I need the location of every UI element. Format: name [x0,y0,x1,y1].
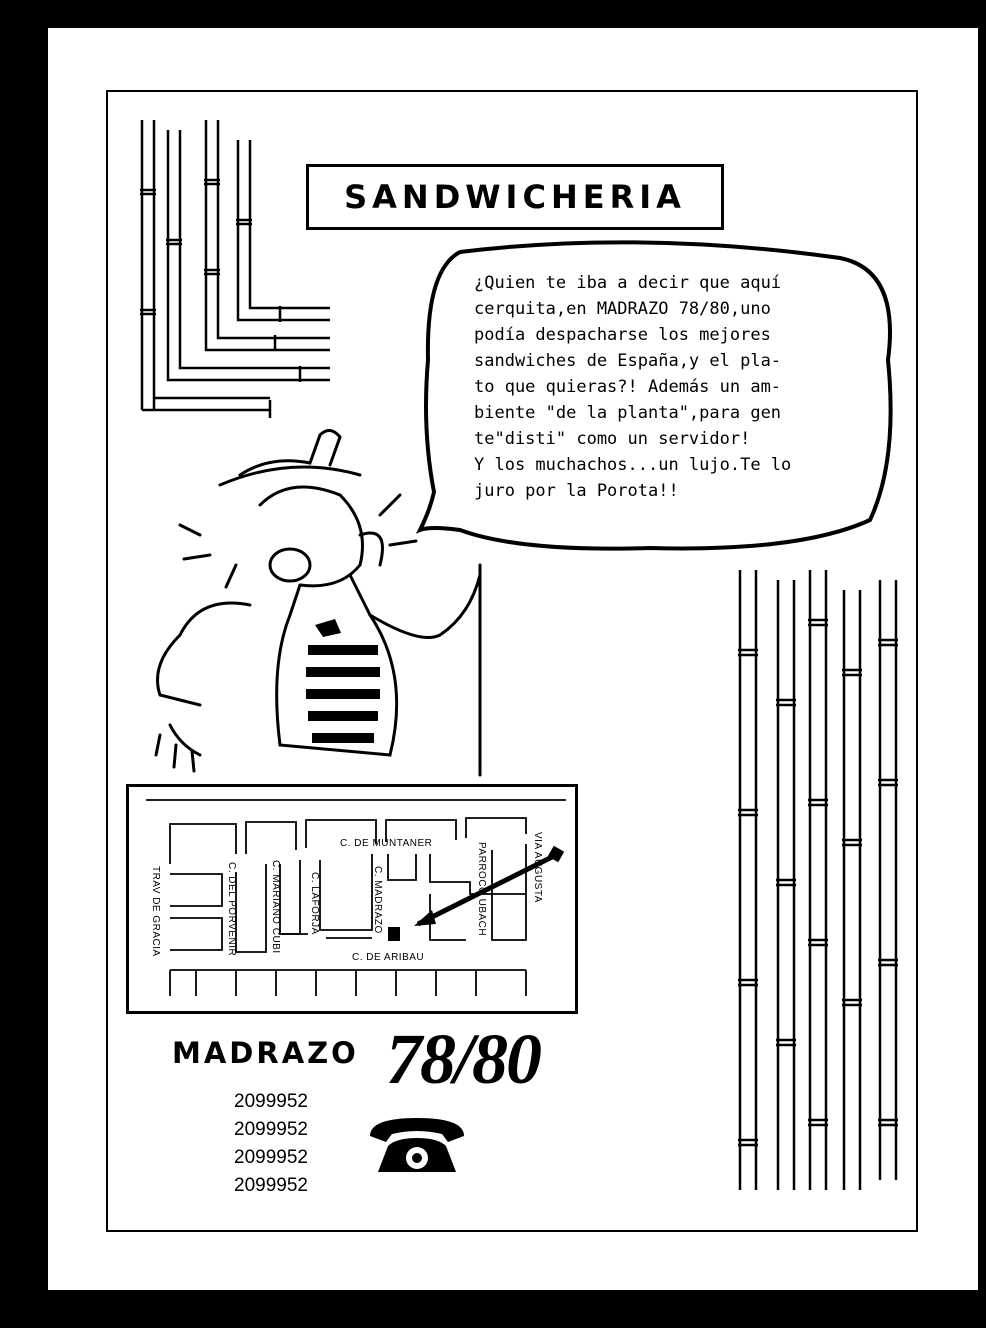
map-label-mariano-cubi: C. MARIANO CUBI [270,860,281,954]
speech-line: biente "de la planta",para gen [474,403,782,423]
map-label-muntaner: C. DE MUNTANER [340,838,433,849]
phone-number: 2099952 [234,1147,308,1168]
map-label-via-augusta: VIA AUGUSTA [532,832,543,903]
telephone-icon [366,1114,468,1178]
speech-line: sandwiches de España,y el pla- [474,351,782,371]
speech-line: juro por la Porota!! [474,481,679,501]
sandwicheria-title-box [306,164,724,230]
bamboo-illustration-right [730,560,910,1200]
map-label-trav-gracia: TRAV DE GRACIA [150,866,161,957]
phone-number: 2099952 [234,1091,308,1112]
speech-line: te"disti" como un servidor! [474,429,751,449]
phone-list [234,1088,308,1200]
map-label-aribau: C. DE ARIBAU [352,952,425,963]
map-label-porvenir: C. DEL PORVENIR [226,862,237,957]
speech-line: ¿Quien te iba a decir que aquí [474,273,782,293]
bamboo-illustration-top-left [130,110,340,430]
map-label-madrazo: C. MADRAZO [372,866,383,934]
speech-text [474,270,874,504]
speech-line: cerquita,en MADRAZO 78/80,uno [474,299,771,319]
map-label-laforja: C. LAFORJA [309,872,320,935]
location-map [126,784,578,1014]
speech-line: to que quieras?! Además un am- [474,377,782,397]
street-number: 78/80 [386,1019,541,1099]
speech-line: Y los muchachos...un lujo.Te lo [474,455,792,475]
map-label-parroco-ubach: PARROCO UBACH [476,842,487,937]
cartoon-character [140,415,500,785]
phone-number: 2099952 [234,1119,308,1140]
phone-number: 2099952 [234,1175,308,1196]
speech-line: podía despacharse los mejores [474,325,771,345]
sandwicheria-title: SANDWICHERIA [344,178,686,216]
street-name: MADRAZO [172,1036,359,1070]
